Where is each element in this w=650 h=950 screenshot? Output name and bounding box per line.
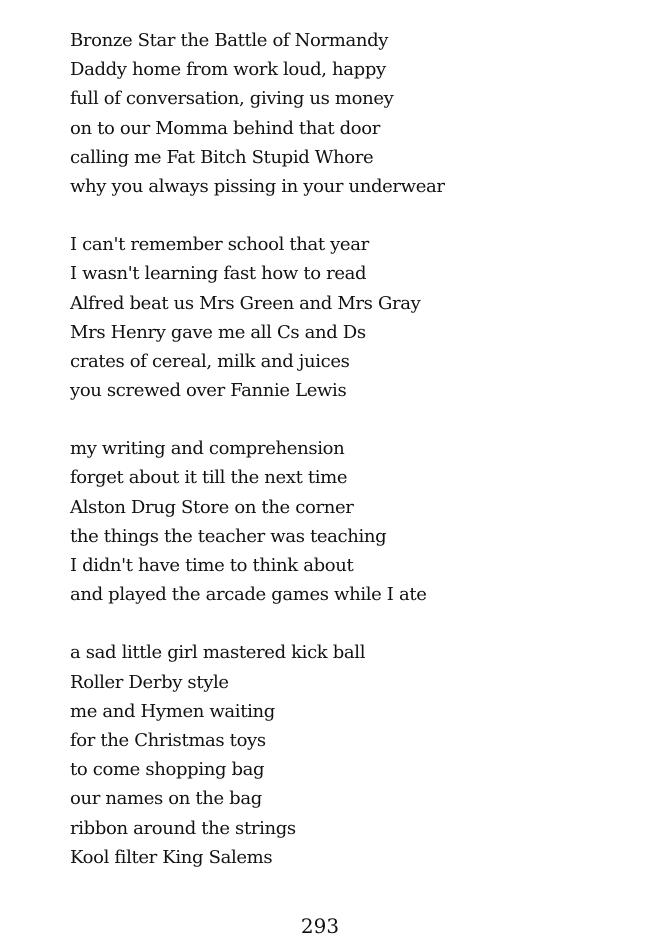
poem-line: Kool filter King Salems xyxy=(70,846,273,868)
poem-line: Mrs Henry gave me all Cs and Ds xyxy=(70,321,366,343)
stanza-2 xyxy=(70,230,630,405)
poem-line: on to our Momma behind that door xyxy=(70,117,381,139)
poem-line: full of conversation, giving us money xyxy=(70,88,394,110)
poem-line: I can't remember school that year xyxy=(70,234,369,256)
poem-line: ribbon around the strings xyxy=(70,817,296,839)
stanza-1 xyxy=(70,26,630,201)
poem-line: to come shopping bag xyxy=(70,759,265,781)
poem-line: forget about it till the next time xyxy=(70,467,348,489)
poem-line: a sad little girl mastered kick ball xyxy=(70,642,366,664)
poem-line: and played the arcade games while I ate xyxy=(70,584,427,606)
poem-line: Roller Derby style xyxy=(70,671,229,693)
poem-line: for the Christmas toys xyxy=(70,729,266,751)
poem-line: crates of cereal, milk and juices xyxy=(70,350,350,372)
poem-line: Alfred beat us Mrs Green and Mrs Gray xyxy=(70,292,421,314)
poem-line: why you always pissing in your underwear xyxy=(70,175,445,197)
poem-line: me and Hymen waiting xyxy=(70,700,275,722)
stanza-4 xyxy=(70,638,630,872)
poem-line: Bronze Star the Battle of Normandy xyxy=(70,30,389,51)
poem-line: my writing and comprehension xyxy=(70,438,345,460)
poem-line: I didn't have time to think about xyxy=(70,555,354,576)
poem-line: Alston Drug Store on the corner xyxy=(70,496,354,518)
poem-line: you screwed over Fannie Lewis xyxy=(70,380,347,402)
page-number: 293 xyxy=(300,914,340,938)
stanza-3 xyxy=(70,434,630,609)
poem-line: the things the teacher was teaching xyxy=(70,525,387,547)
poem-line: I wasn't learning fast how to read xyxy=(70,263,367,285)
poem-line: Daddy home from work loud, happy xyxy=(70,59,386,81)
poem-body xyxy=(70,26,630,901)
poem-line: our names on the bag xyxy=(70,788,262,810)
poem-line: calling me Fat Bitch Stupid Whore xyxy=(70,146,374,168)
